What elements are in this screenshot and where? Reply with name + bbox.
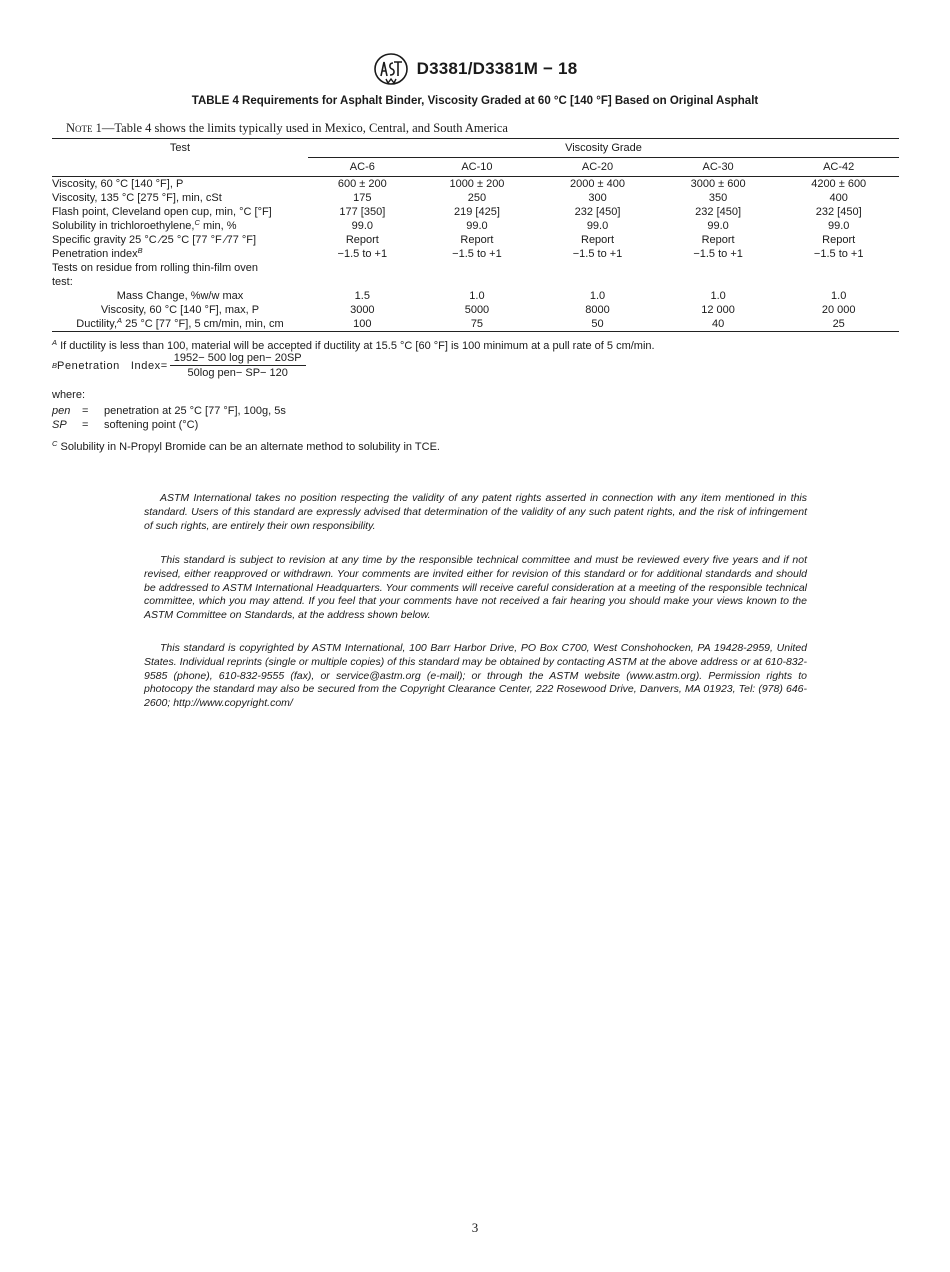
header-grade: AC-30 — [658, 158, 779, 177]
row-label: test: — [52, 276, 73, 288]
header-grade: AC-42 — [778, 158, 899, 177]
row-label: Specific gravity 25 °C ⁄25 °C [77 °F ⁄77 °F] — [52, 234, 257, 246]
cell: 350 — [708, 192, 728, 204]
cell: −1.5 to +1 — [693, 248, 743, 260]
cell: −1.5 to +1 — [572, 248, 623, 260]
cell: 1.0 — [589, 290, 606, 302]
table-row — [52, 275, 899, 289]
cell: 100 — [308, 317, 417, 332]
definition-equals: = — [82, 419, 89, 431]
row-label: Viscosity, 60 °C [140 °F], P — [52, 178, 184, 190]
header-test: Test — [52, 139, 308, 177]
cell: Report — [701, 234, 735, 246]
footnote-marker: C — [52, 439, 58, 448]
definition-symbol: SP — [52, 419, 67, 431]
document-header — [0, 52, 950, 86]
note-label: Note — [66, 121, 93, 135]
cell: Report — [581, 234, 615, 246]
cell: 99.0 — [707, 220, 729, 232]
patent-notice-paragraph: ASTM International takes no position respecting the validity of any patent rights asserted in connection with any item mentioned in this standard. Users of this standard are expressly advised that determination of the validity of any such patent rights, and the risk of infringement of such rights, are entirely their own responsibility. — [144, 492, 807, 532]
cell: 25 — [778, 317, 899, 332]
row-label: Mass Change, %w/w max — [116, 290, 244, 302]
cell: Report — [822, 234, 856, 246]
footnote-c — [52, 441, 440, 453]
formula-denominator: 50log pen− SP− 120 — [187, 367, 288, 379]
cell: 3000 — [350, 304, 375, 316]
cell: Report — [345, 234, 379, 246]
cell: 219 [425] — [454, 206, 500, 218]
cell: 250 — [467, 192, 487, 204]
page-number: 3 — [471, 1220, 479, 1235]
cell: 20 000 — [821, 304, 856, 316]
footnote-marker: A — [52, 338, 58, 347]
table-title: TABLE 4 Requirements for Asphalt Binder, Viscosity Graded at 60 °C [140 °F] Based on Original Asphalt — [191, 95, 759, 107]
cell: −1.5 to +1 — [813, 248, 864, 260]
row-label-text: min, % — [199, 220, 237, 232]
table-row — [52, 233, 899, 247]
cell: 175 — [353, 192, 372, 204]
row-label: Tests on residue from rolling thin-film oven — [52, 262, 259, 274]
table-row — [52, 289, 899, 303]
table-row — [52, 261, 899, 275]
row-label: Viscosity, 135 °C [275 °F], min, cSt — [52, 192, 222, 204]
row-label-text: Solubility in trichloroethylene, — [52, 220, 195, 232]
cell: 400 — [829, 192, 848, 204]
footnote-ref-a: A — [117, 316, 123, 325]
cell: 99.0 — [466, 220, 488, 232]
cell: 232 [450] — [695, 206, 742, 218]
table-row — [52, 247, 899, 261]
astm-logo-icon — [373, 52, 409, 86]
cell: 99.0 — [827, 220, 850, 232]
cell: 1.0 — [710, 290, 726, 302]
formula-label: Penetration Index= — [57, 359, 168, 372]
cell: 50 — [537, 317, 658, 332]
revision-notice-paragraph: This standard is subject to revision at any time by the responsible technical committee and must be reviewed every five years and if not revised, either reapproved or withdrawn. Your comments are invited either for revision of this standard or for additional standards and should be addressed to ASTM International Headquarters. Your comments will receive careful consideration at a meeting of the responsible technical committee, which you may attend. If you feel that your comments have not received a fair hearing you should make your views known to the ASTM Committee on Standards, at the address shown below. — [144, 554, 807, 622]
cell: 1.5 — [354, 290, 370, 302]
footnote-text: If ductility is less than 100, material will be accepted if ductility at 15.5 °C [60 °F] is 100 minimum at a pull rate of 5 cm/min. — [57, 340, 655, 352]
row-label-text: 25 °C [77 °F], 5 cm/min, min, cm — [122, 318, 284, 330]
cell: 232 [450] — [574, 206, 621, 218]
footnote-b-formula: B Penetration Index= $\frac{\text{1952− 500 log pen− 20SP}}{\text{50log pen− SP− 120}}$ — [52, 352, 306, 379]
definition-equals: = — [82, 405, 89, 417]
table-row — [52, 205, 899, 219]
header-viscosity-grade: Viscosity Grade — [308, 139, 899, 158]
note-text: 1—Table 4 shows the limits typically used in Mexico, Central, and South America — [92, 121, 508, 135]
footnote-ref-c: C — [194, 218, 200, 227]
table-row — [52, 317, 899, 332]
where-label: where: — [52, 389, 86, 401]
cell: 1.0 — [831, 290, 847, 302]
row-label — [52, 247, 308, 261]
cell: 99.0 — [351, 220, 374, 232]
table-row — [52, 219, 899, 233]
row-label: Viscosity, 60 °C [140 °F], max, P — [100, 304, 260, 316]
header-grade: AC-6 — [308, 158, 417, 177]
header-grade: AC-20 — [537, 158, 658, 177]
formula-numerator: 1952− 500 log pen− 20SP — [170, 352, 306, 366]
cell: 5000 — [464, 304, 490, 316]
cell: 600 ± 200 — [337, 178, 387, 190]
cell: 1.0 — [469, 290, 485, 302]
row-label — [52, 317, 308, 332]
document-id: D3381/D3381M − 18 — [416, 59, 578, 78]
formula-fraction — [170, 352, 306, 379]
copyright-notice-paragraph: This standard is copyrighted by ASTM International, 100 Barr Harbor Drive, PO Box C700, West Conshohocken, PA 19428-2959, United States. Individual reprints (single or multiple copies) of this standard may be obtained by contacting ASTM at the above address or at 610-832-9585 (phone), 610-832-9555 (fax), or service@astm.org (e-mail); or through the ASTM website (www.astm.org). Permission rights to photocopy the standard may also be secured from the Copyright Clearance Center, 222 Rosewood Drive, Danvers, MA 01923, Tel: (978) 646-2600; http://www.copyright.com/ — [144, 642, 807, 710]
definition-text: softening point (°C) — [104, 419, 199, 431]
cell: 3000 ± 600 — [690, 178, 746, 190]
row-label-text: Ductility, — [76, 318, 118, 330]
cell: 40 — [658, 317, 779, 332]
cell: 177 [350] — [339, 206, 386, 218]
footnote-ref-b: B — [137, 246, 143, 255]
table-row — [52, 191, 899, 205]
definition-row — [52, 405, 286, 417]
definition-row — [52, 419, 198, 431]
table-row — [52, 303, 899, 317]
footnote-a — [52, 340, 655, 352]
row-label — [52, 219, 308, 233]
footnote-text: Solubility in N-Propyl Bromide can be an alternate method to solubility in TCE. — [57, 441, 440, 453]
cell: 300 — [588, 192, 607, 204]
cell: 1000 ± 200 — [449, 178, 505, 190]
cell: −1.5 to +1 — [337, 248, 388, 260]
cell: 8000 — [585, 304, 610, 316]
header-grade: AC-10 — [417, 158, 538, 177]
definition-text: penetration at 25 °C [77 °F], 100g, 5s — [104, 405, 286, 417]
cell: 232 [450] — [815, 206, 862, 218]
row-label-text: Penetration index — [52, 248, 138, 260]
requirements-table — [52, 138, 899, 332]
table-row — [52, 177, 899, 192]
cell: 75 — [417, 317, 538, 332]
cell: 12 000 — [701, 304, 735, 316]
table-note — [66, 121, 508, 136]
cell: 4200 ± 600 — [811, 178, 867, 190]
definition-symbol: pen — [52, 405, 71, 417]
cell: −1.5 to +1 — [452, 248, 502, 260]
cell: 2000 ± 400 — [570, 178, 626, 190]
row-label: Flash point, Cleveland open cup, min, °C [°F] — [52, 206, 272, 218]
cell: Report — [460, 234, 494, 246]
cell: 99.0 — [586, 220, 609, 232]
